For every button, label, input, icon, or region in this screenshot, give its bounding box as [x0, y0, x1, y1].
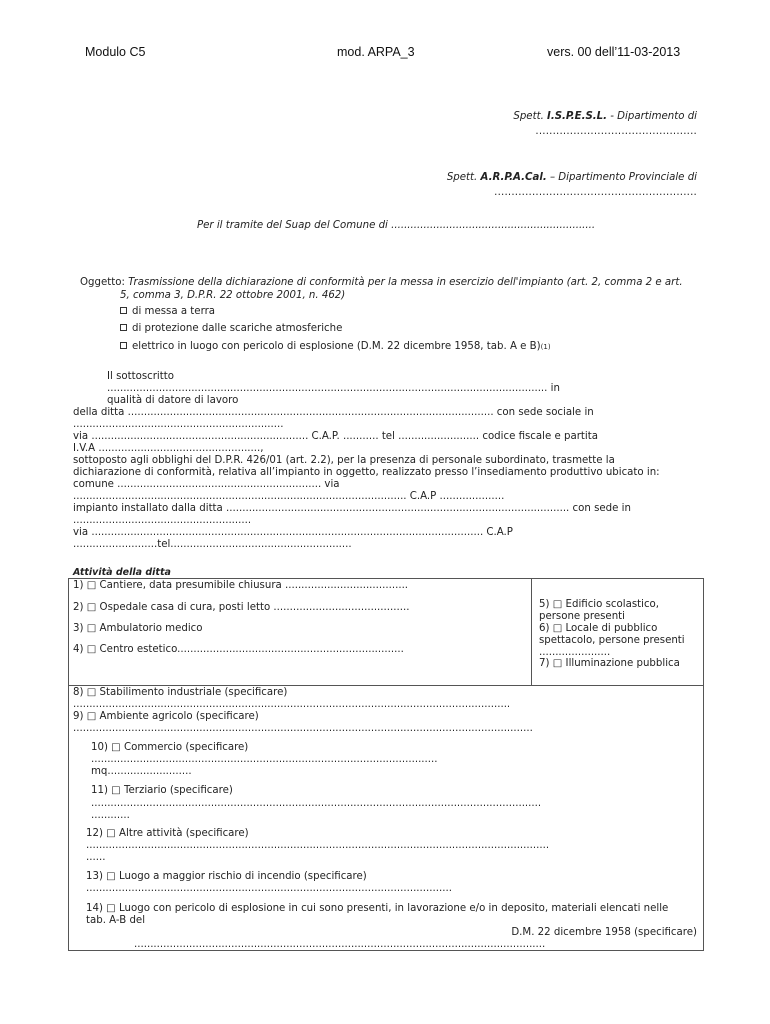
attivita-5-detail: persone presenti	[539, 611, 625, 622]
body-sede2-field[interactable]: .......................................................	[73, 515, 252, 526]
attivita-8[interactable]: 8) □ Stabilimento industriale (specificare)	[73, 687, 288, 698]
attivita-14[interactable]: 14) □ Luogo con pericolo di esplosione in cui sono presenti, in lavorazione e/o in deposito, materiali elencati nelle	[86, 903, 669, 914]
attivita-8-field[interactable]: .......................................................................................................................................	[73, 699, 511, 710]
attivita-11-field-cont[interactable]: ............	[91, 810, 130, 821]
model-code: mod. ARPA_3	[337, 45, 415, 59]
body-tel-field[interactable]: ..........................tel........................................................	[73, 539, 352, 550]
checkbox-icon[interactable]	[120, 324, 127, 331]
recipient-arpacal-dept-field[interactable]: ...........................................................	[494, 187, 697, 198]
form-code: Modulo C5	[85, 45, 146, 59]
attivita-6-field[interactable]: ......................	[539, 647, 611, 658]
attivita-1[interactable]: 1) □ Cantiere, data presumibile chiusura ......................................	[73, 580, 409, 591]
body-comune-field[interactable]: comune ............................................................... via	[73, 479, 340, 490]
attivita-4[interactable]: 4) □ Centro estetico......................................................................	[73, 644, 404, 655]
attivita-12-field-cont[interactable]: ......	[86, 852, 106, 863]
body-via3-field[interactable]: via ......................................................................................................................... C.A.P	[73, 527, 513, 538]
attivita-title: Attività della ditta	[73, 567, 171, 578]
attivita-2[interactable]: 2) □ Ospedale casa di cura, posti letto ..........................................	[73, 602, 410, 613]
attivita-5[interactable]: 5) □ Edificio scolastico,	[539, 599, 660, 610]
table-column-divider	[531, 578, 532, 685]
body-via-field[interactable]: via ................................................................... C.A.P. ........... tel ......................... codice fiscale e partita	[73, 431, 598, 442]
attivita-7[interactable]: 7) □ Illuminazione pubblica	[539, 658, 680, 669]
version-date: vers. 00 dell’11-03-2013	[547, 45, 681, 59]
attivita-14-dm: D.M. 22 dicembre 1958 (specificare)	[511, 927, 697, 938]
attivita-14-field[interactable]: ...............................................................................................................................	[134, 939, 546, 950]
body-name-field[interactable]: ........................................................................................................................................ in	[107, 383, 560, 394]
attivita-10-mq[interactable]: mq..........................	[91, 766, 192, 777]
suap-line[interactable]: Per il tramite del Suap del Comune di ...............................................................	[197, 220, 596, 231]
recipient-ispesl: Spett. I.S.P.E.S.L. - Dipartimento di	[513, 111, 697, 122]
attivita-13[interactable]: 13) □ Luogo a maggior rischio di incendio (specificare)	[86, 871, 367, 882]
attivita-11-field[interactable]: ...........................................................................................................................................	[91, 798, 542, 809]
attivita-12[interactable]: 12) □ Altre attività (specificare)	[86, 828, 249, 839]
footnote-ref: (1)	[540, 343, 551, 351]
body-sottoscritto: Il sottoscritto	[107, 371, 174, 382]
body-via2-field[interactable]: ....................................................................................................... C.A.P ....................	[73, 491, 505, 502]
table-divider	[68, 685, 704, 686]
recipient-arpacal: Spett. A.R.P.A.Cal. – Dipartimento Provinciale di	[446, 172, 697, 183]
attivita-11[interactable]: 11) □ Terziario (specificare)	[91, 785, 233, 796]
option-pericolo-esplosione[interactable]: elettrico in luogo con pericolo di esplosione (D.M. 22 dicembre 1958, tab. A e B)(1)	[120, 341, 551, 352]
body-qualita: qualità di datore di lavoro	[107, 395, 239, 406]
attivita-14-ref: tab. A-B del	[86, 915, 146, 926]
attivita-9[interactable]: 9) □ Ambiente agricolo (specificare)	[73, 711, 259, 722]
oggetto-line2: 5, comma 3, D.P.R. 22 ottobre 2001, n. 462)	[120, 290, 346, 301]
attivita-6[interactable]: 6) □ Locale di pubblico	[539, 623, 658, 634]
option-messa-a-terra[interactable]: di messa a terra	[120, 306, 215, 317]
body-dichiarazione: dichiarazione di conformità, relativa all’impianto in oggetto, realizzato presso l’insediamento produttivo ubicato in:	[73, 467, 660, 478]
checkbox-icon[interactable]	[120, 307, 127, 314]
body-impianto-field[interactable]: impianto installato dalla ditta .......................................................................................................... con sede in	[73, 503, 631, 514]
attivita-12-field[interactable]: ...............................................................................................................................................	[86, 840, 550, 851]
attivita-3[interactable]: 3) □ Ambulatorio medico	[73, 623, 203, 634]
body-obblighi: sottoposto agli obblighi del D.P.R. 426/01 (art. 2.2), per la presenza di personale subordinato, trasmette la	[73, 455, 615, 466]
body-sede-field[interactable]: .................................................................	[73, 419, 284, 430]
body-iva-field[interactable]: I.V.A ..................................................,	[73, 443, 264, 454]
attivita-6-detail: spettacolo, persone presenti	[539, 635, 685, 646]
oggetto-line1: Oggetto: Trasmissione della dichiarazione di conformità per la messa in esercizio dell'impianto (art. 2, comma 2 e art.	[80, 277, 683, 288]
body-ditta-field[interactable]: della ditta ................................................................................................................. con sede sociale in	[73, 407, 594, 418]
checkbox-icon[interactable]	[120, 342, 127, 349]
attivita-10[interactable]: 10) □ Commercio (specificare)	[91, 742, 249, 753]
attivita-10-field[interactable]: ...........................................................................................................	[91, 754, 438, 765]
recipient-ispesl-dept-field[interactable]: ...............................................	[535, 126, 697, 137]
attivita-9-field[interactable]: ..............................................................................................................................................	[73, 723, 533, 734]
option-scariche-atmosferiche[interactable]: di protezione dalle scariche atmosferiche	[120, 323, 342, 334]
attivita-13-field[interactable]: .................................................................................................................	[86, 883, 452, 894]
